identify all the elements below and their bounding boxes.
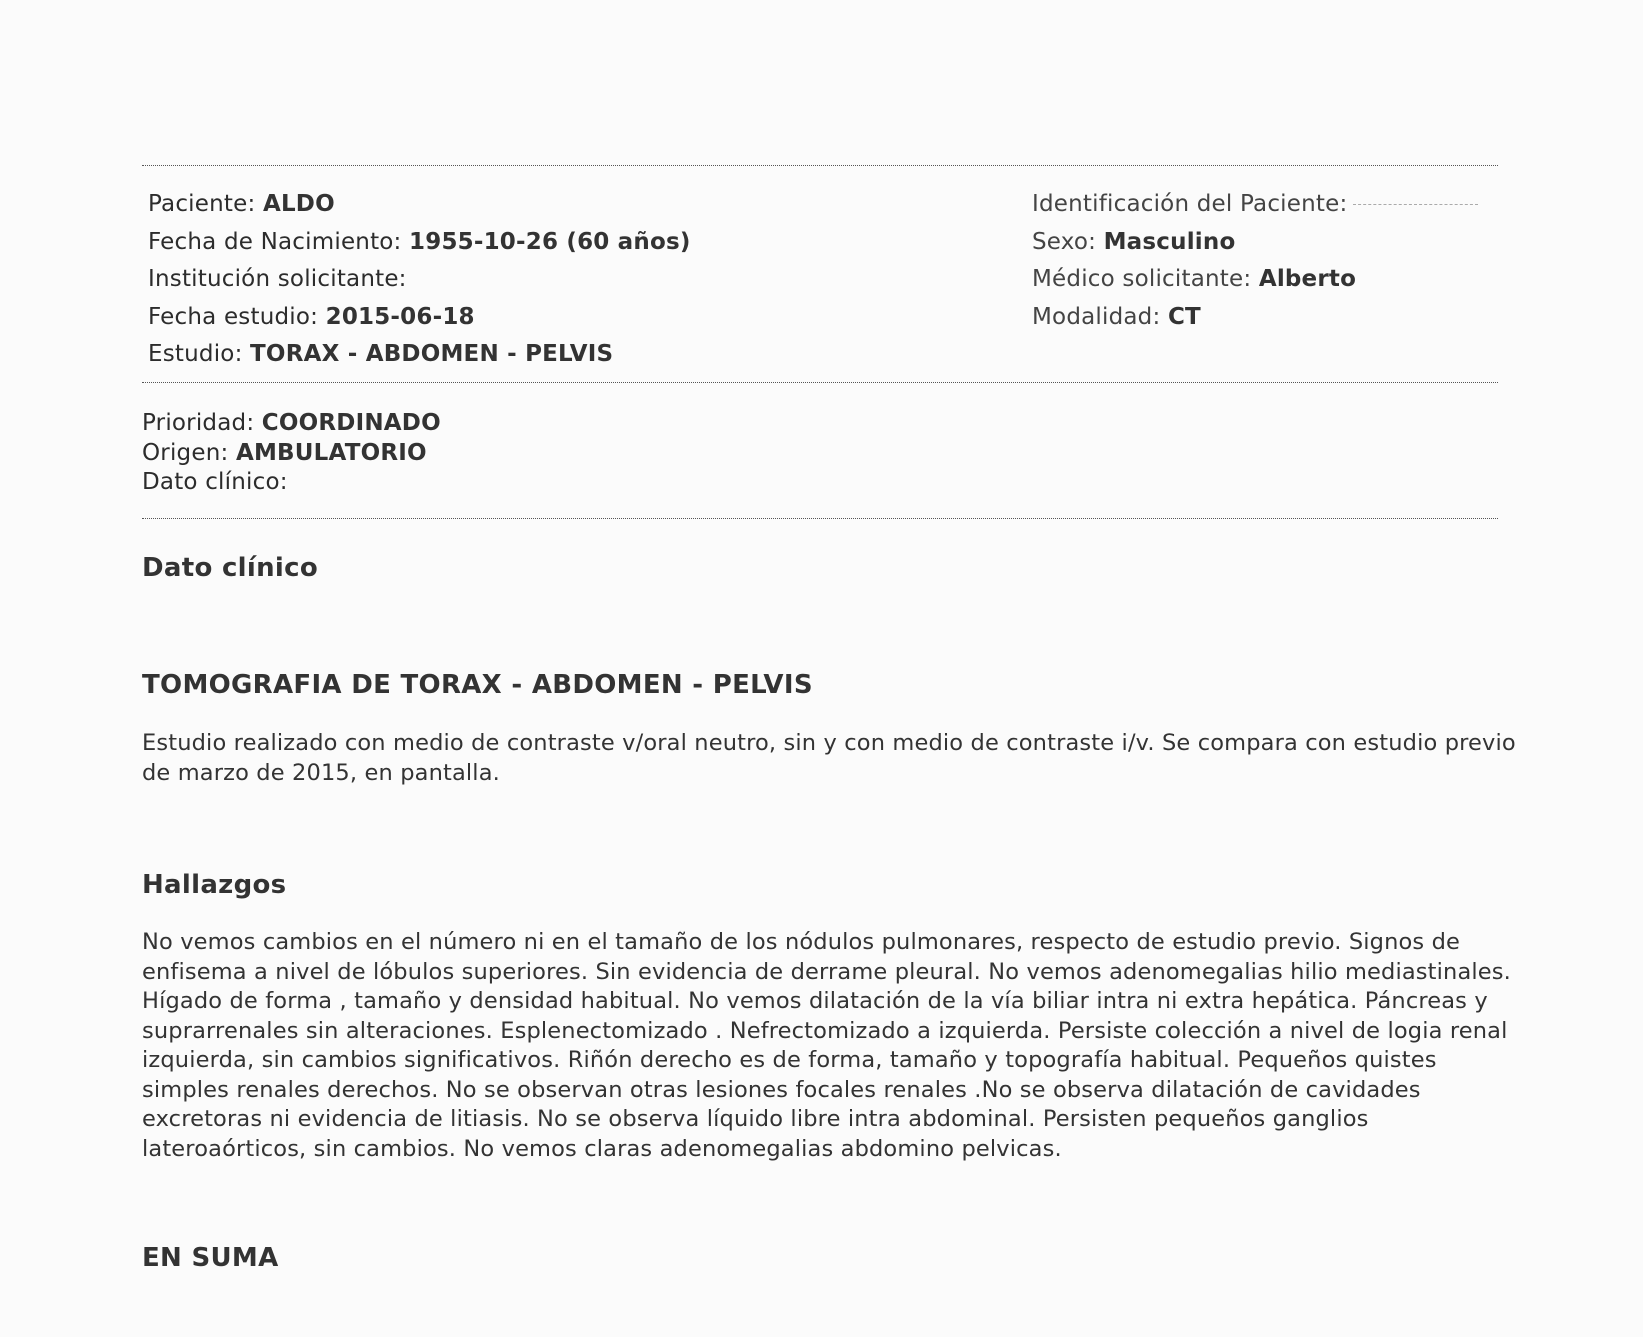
patient-name-row <box>148 186 998 224</box>
findings-text: No vemos cambios en el número ni en el tamaño de los nódulos pulmonares, respecto de estudio previo. Signos de enfisema a nivel de lóbulos superiores. Sin evidencia de derrame pleural. No vemos adenomegalias hilio mediastinales. Hígado de forma , tamaño y densidad habitual. No vemos dilatación de la vía biliar intra ni extra hepática. Páncreas y suprarrenales sin alteraciones. Esplenectomizado . Nefrectomizado a izquierda. Persiste colección a nivel de logia renal izquierda, sin cambios significativos. Riñón derecho es de forma, tamaño y topografía habitual. Pequeños quistes simples renales derechos. No se observan otras lesiones focales renales .No se observa dilatación de cavidades excretoras ni evidencia de litiasis. No se observa líquido libre intra abdominal. Persisten pequeños ganglios lateroaórticos, sin cambios. No vemos claras adenomegalias abdomino pelvicas. <box>142 929 1511 1162</box>
summary-heading: EN SUMA <box>142 1243 279 1273</box>
patient-info-left <box>148 186 998 374</box>
findings-heading: Hallazgos <box>142 870 287 900</box>
clinical-data-row <box>142 468 441 498</box>
priority-value: COORDINADO <box>261 410 441 436</box>
birthdate-row <box>148 224 998 262</box>
physician-label: Médico solicitante: <box>1032 266 1252 292</box>
study-description: Estudio realizado con medio de contraste v/oral neutro, sin y con medio de contraste i/v. Se compara con estudio previo de marzo de 2015, en pantalla. <box>142 730 1516 786</box>
study-row <box>148 336 998 374</box>
divider <box>142 165 1498 166</box>
study-date-label: Fecha estudio: <box>148 303 319 330</box>
physician-row <box>1032 261 1492 299</box>
patient-label: Paciente: <box>148 191 256 217</box>
priority-label: Prioridad: <box>142 410 255 436</box>
modality-value: CT <box>1167 303 1201 330</box>
patient-id-label: Identificación del Paciente: <box>1032 191 1348 217</box>
sex-value: Masculino <box>1103 228 1236 255</box>
origin-row <box>142 439 441 469</box>
redacted-id <box>1353 204 1478 205</box>
modality-label: Modalidad: <box>1032 303 1161 330</box>
study-value: TORAX - ABDOMEN - PELVIS <box>250 341 614 367</box>
sex-row <box>1032 224 1492 262</box>
patient-id-row <box>1032 186 1492 224</box>
institution-label: Institución solicitante: <box>148 266 407 292</box>
clinical-data-label: Dato clínico: <box>142 469 288 495</box>
sex-label: Sexo: <box>1032 228 1097 255</box>
modality-row <box>1032 299 1492 337</box>
birthdate-value: 1955-10-26 (60 años) <box>409 228 691 255</box>
patient-name: ALDO <box>262 191 335 217</box>
request-meta <box>142 409 441 498</box>
birthdate-label: Fecha de Nacimiento: <box>148 228 402 255</box>
clinical-data-heading: Dato clínico <box>142 553 319 583</box>
patient-info-right <box>1032 186 1492 336</box>
study-date-value: 2015-06-18 <box>325 303 475 330</box>
institution-row <box>148 261 998 299</box>
origin-label: Origen: <box>142 439 229 466</box>
divider <box>142 382 1498 383</box>
origin-value: AMBULATORIO <box>235 439 427 466</box>
study-label: Estudio: <box>148 341 243 367</box>
divider <box>142 518 1498 519</box>
study-heading: TOMOGRAFIA DE TORAX - ABDOMEN - PELVIS <box>142 670 813 700</box>
priority-row <box>142 409 441 439</box>
study-date-row <box>148 299 998 337</box>
physician-value: Alberto <box>1258 266 1357 292</box>
